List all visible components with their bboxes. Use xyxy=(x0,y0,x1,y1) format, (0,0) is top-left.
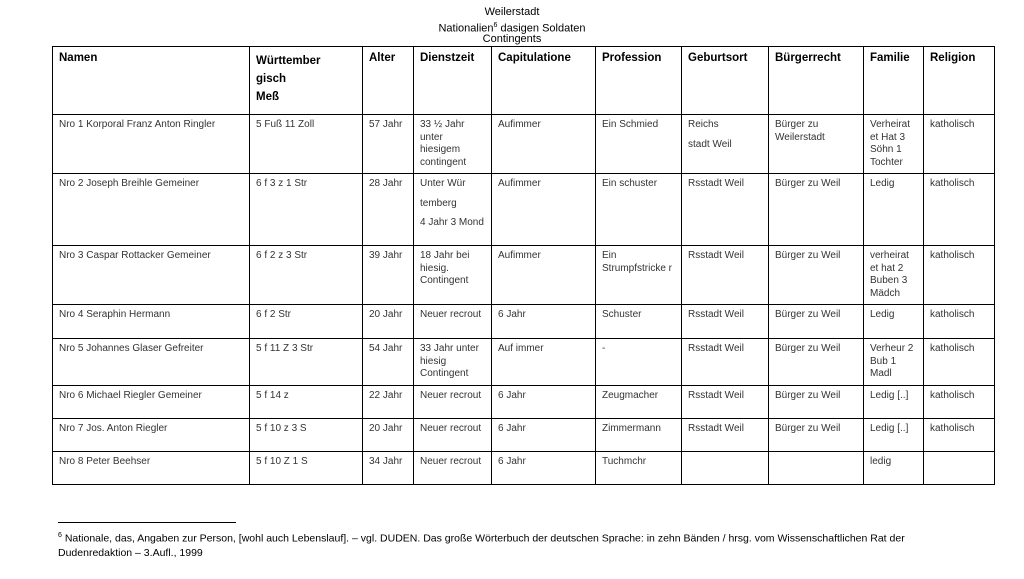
cell-buergerrecht: Bürger zu Weil xyxy=(769,305,864,339)
cell-religion: katholisch xyxy=(924,385,995,418)
footnote-reference[interactable]: 6 xyxy=(493,22,498,29)
cell-alter: 20 Jahr xyxy=(363,418,414,451)
header-alter: Alter xyxy=(363,47,414,115)
cell-namen: Nro 7 Jos. Anton Riegler xyxy=(53,418,250,451)
cell-alter: 22 Jahr xyxy=(363,385,414,418)
cell-geburtsort xyxy=(682,451,769,484)
header-geburtsort: Geburtsort xyxy=(682,47,769,115)
header-profession: Profession xyxy=(596,47,682,115)
cell-geburtsort: Rsstadt Weil xyxy=(682,174,769,246)
cell-familie: Ledig [..] xyxy=(864,418,924,451)
cell-profession: - xyxy=(596,339,682,386)
cell-namen: Nro 3 Caspar Rottacker Gemeiner xyxy=(53,246,250,305)
header-wuerttembergisch-mess xyxy=(250,47,363,115)
table-row xyxy=(53,451,995,484)
table-row xyxy=(53,385,995,418)
cell-namen: Nro 6 Michael Riegler Gemeiner xyxy=(53,385,250,418)
subtitle-text: Nationalien xyxy=(438,22,494,35)
cell-buergerrecht: Bürger zu Weil xyxy=(769,246,864,305)
cell-capitulatione: Auf immer xyxy=(492,339,596,386)
cell-text: Unter Wür xyxy=(420,178,466,189)
cell-text: stadt Weil xyxy=(688,138,732,150)
cell-profession: Ein Schmied xyxy=(596,115,682,174)
cell-religion: katholisch xyxy=(924,246,995,305)
cell-text: temberg xyxy=(420,197,457,209)
cell-capitulatione: 6 Jahr xyxy=(492,305,596,339)
cell-buergerrecht xyxy=(769,451,864,484)
cell-alter: 20 Jahr xyxy=(363,305,414,339)
cell-geburtsort: Rsstadt Weil xyxy=(682,385,769,418)
cell-profession: Tuchmchr xyxy=(596,451,682,484)
cell-alter: 54 Jahr xyxy=(363,339,414,386)
footnote-marker: 6 xyxy=(58,532,62,539)
cell-geburtsort: Rsstadt Weil xyxy=(682,305,769,339)
cell-text: Reichs xyxy=(688,119,719,130)
cell-buergerrecht: Bürger zu Weil xyxy=(769,385,864,418)
table-row xyxy=(53,174,995,246)
cell-namen: Nro 4 Seraphin Hermann xyxy=(53,305,250,339)
header-familie: Familie xyxy=(864,47,924,115)
cell-mess: 5 f 14 z xyxy=(250,385,363,418)
cell-profession: Schuster xyxy=(596,305,682,339)
cell-dienstzeit: Neuer recrout xyxy=(414,385,492,418)
cell-alter: 34 Jahr xyxy=(363,451,414,484)
cell-mess: 5 f 10 Z 1 S xyxy=(250,451,363,484)
cell-familie: Verheirat et Hat 3 Söhn 1 Tochter xyxy=(864,115,924,174)
cell-dienstzeit: Neuer recrout xyxy=(414,451,492,484)
table-row xyxy=(53,418,995,451)
cell-religion: katholisch xyxy=(924,305,995,339)
cell-geburtsort: Rsstadt Weil xyxy=(682,418,769,451)
header-buergerrecht: Bürgerrecht xyxy=(769,47,864,115)
table-row xyxy=(53,115,995,174)
table-header-row xyxy=(53,47,995,115)
cell-geburtsort xyxy=(682,115,769,174)
cell-familie: Ledig xyxy=(864,305,924,339)
cell-alter: 28 Jahr xyxy=(363,174,414,246)
footnote-divider xyxy=(58,522,236,523)
cell-mess: 6 f 2 Str xyxy=(250,305,363,339)
cell-mess: 5 Fuß 11 Zoll xyxy=(250,115,363,174)
cell-geburtsort: Rsstadt Weil xyxy=(682,246,769,305)
cell-familie: Ledig xyxy=(864,174,924,246)
table-row xyxy=(53,339,995,386)
cell-buergerrecht: Bürger zu Weilerstadt xyxy=(769,115,864,174)
soldiers-table xyxy=(52,46,995,485)
cell-religion: katholisch xyxy=(924,339,995,386)
cell-namen: Nro 8 Peter Beehser xyxy=(53,451,250,484)
cell-namen: Nro 1 Korporal Franz Anton Ringler xyxy=(53,115,250,174)
header-line: Württember xyxy=(256,55,321,67)
cell-capitulatione: 6 Jahr xyxy=(492,451,596,484)
cell-namen: Nro 2 Joseph Breihle Gemeiner xyxy=(53,174,250,246)
cell-text: 4 Jahr 3 Mond xyxy=(420,217,484,228)
cell-buergerrecht: Bürger zu Weil xyxy=(769,339,864,386)
header-line: gisch xyxy=(256,73,287,85)
cell-familie: Verheur 2 Bub 1 Madl xyxy=(864,339,924,386)
footnote xyxy=(58,529,958,560)
cell-dienstzeit: 18 Jahr bei hiesig. Contingent xyxy=(414,246,492,305)
footnote-text: Nationale, das, Angaben zur Person, [wohl auch Lebenslauf]. – vgl. DUDEN. Das große Wörterbuch der deutschen Sprache: in zehn Bänden / hrsg. vom Wissenschaftlichen Rat der Dudenredaktion – 3.Aufl., 1999 xyxy=(58,532,905,559)
cell-profession: Ein schuster xyxy=(596,174,682,246)
cell-religion: katholisch xyxy=(924,115,995,174)
cell-profession: Zimmermann xyxy=(596,418,682,451)
document-subtitle-2: Contingents xyxy=(482,33,542,45)
cell-buergerrecht: Bürger zu Weil xyxy=(769,418,864,451)
cell-capitulatione: 6 Jahr xyxy=(492,385,596,418)
cell-alter: 39 Jahr xyxy=(363,246,414,305)
cell-dienstzeit: 33 Jahr unter hiesig Contingent xyxy=(414,339,492,386)
cell-profession: Ein Strumpfstricke r xyxy=(596,246,682,305)
cell-mess: 5 f 10 z 3 S xyxy=(250,418,363,451)
cell-familie: verheirat et hat 2 Buben 3 Mädch xyxy=(864,246,924,305)
table-row xyxy=(53,246,995,305)
cell-dienstzeit xyxy=(414,174,492,246)
cell-mess: 5 f 11 Z 3 Str xyxy=(250,339,363,386)
cell-buergerrecht: Bürger zu Weil xyxy=(769,174,864,246)
cell-religion: katholisch xyxy=(924,418,995,451)
header-dienstzeit: Dienstzeit xyxy=(414,47,492,115)
cell-capitulatione: Aufimmer xyxy=(492,246,596,305)
document-title: Weilerstadt xyxy=(484,6,540,18)
cell-religion: katholisch xyxy=(924,174,995,246)
cell-familie: Ledig [..] xyxy=(864,385,924,418)
header-namen: Namen xyxy=(53,47,250,115)
cell-dienstzeit: Neuer recrout xyxy=(414,305,492,339)
table-row xyxy=(53,305,995,339)
cell-profession: Zeugmacher xyxy=(596,385,682,418)
cell-alter: 57 Jahr xyxy=(363,115,414,174)
subtitle-text-rest: dasigen Soldaten xyxy=(497,22,586,35)
cell-familie: ledig xyxy=(864,451,924,484)
header-line: Meß xyxy=(256,91,279,103)
cell-dienstzeit: 33 ½ Jahr unter hiesigem contingent xyxy=(414,115,492,174)
cell-geburtsort: Rsstadt Weil xyxy=(682,339,769,386)
cell-capitulatione: 6 Jahr xyxy=(492,418,596,451)
cell-capitulatione: Aufimmer xyxy=(492,174,596,246)
cell-mess: 6 f 3 z 1 Str xyxy=(250,174,363,246)
header-capitulatione: Capitulatione xyxy=(492,47,596,115)
cell-mess: 6 f 2 z 3 Str xyxy=(250,246,363,305)
header-religion: Religion xyxy=(924,47,995,115)
cell-dienstzeit: Neuer recrout xyxy=(414,418,492,451)
cell-religion xyxy=(924,451,995,484)
cell-capitulatione: Aufimmer xyxy=(492,115,596,174)
cell-namen: Nro 5 Johannes Glaser Gefreiter xyxy=(53,339,250,386)
